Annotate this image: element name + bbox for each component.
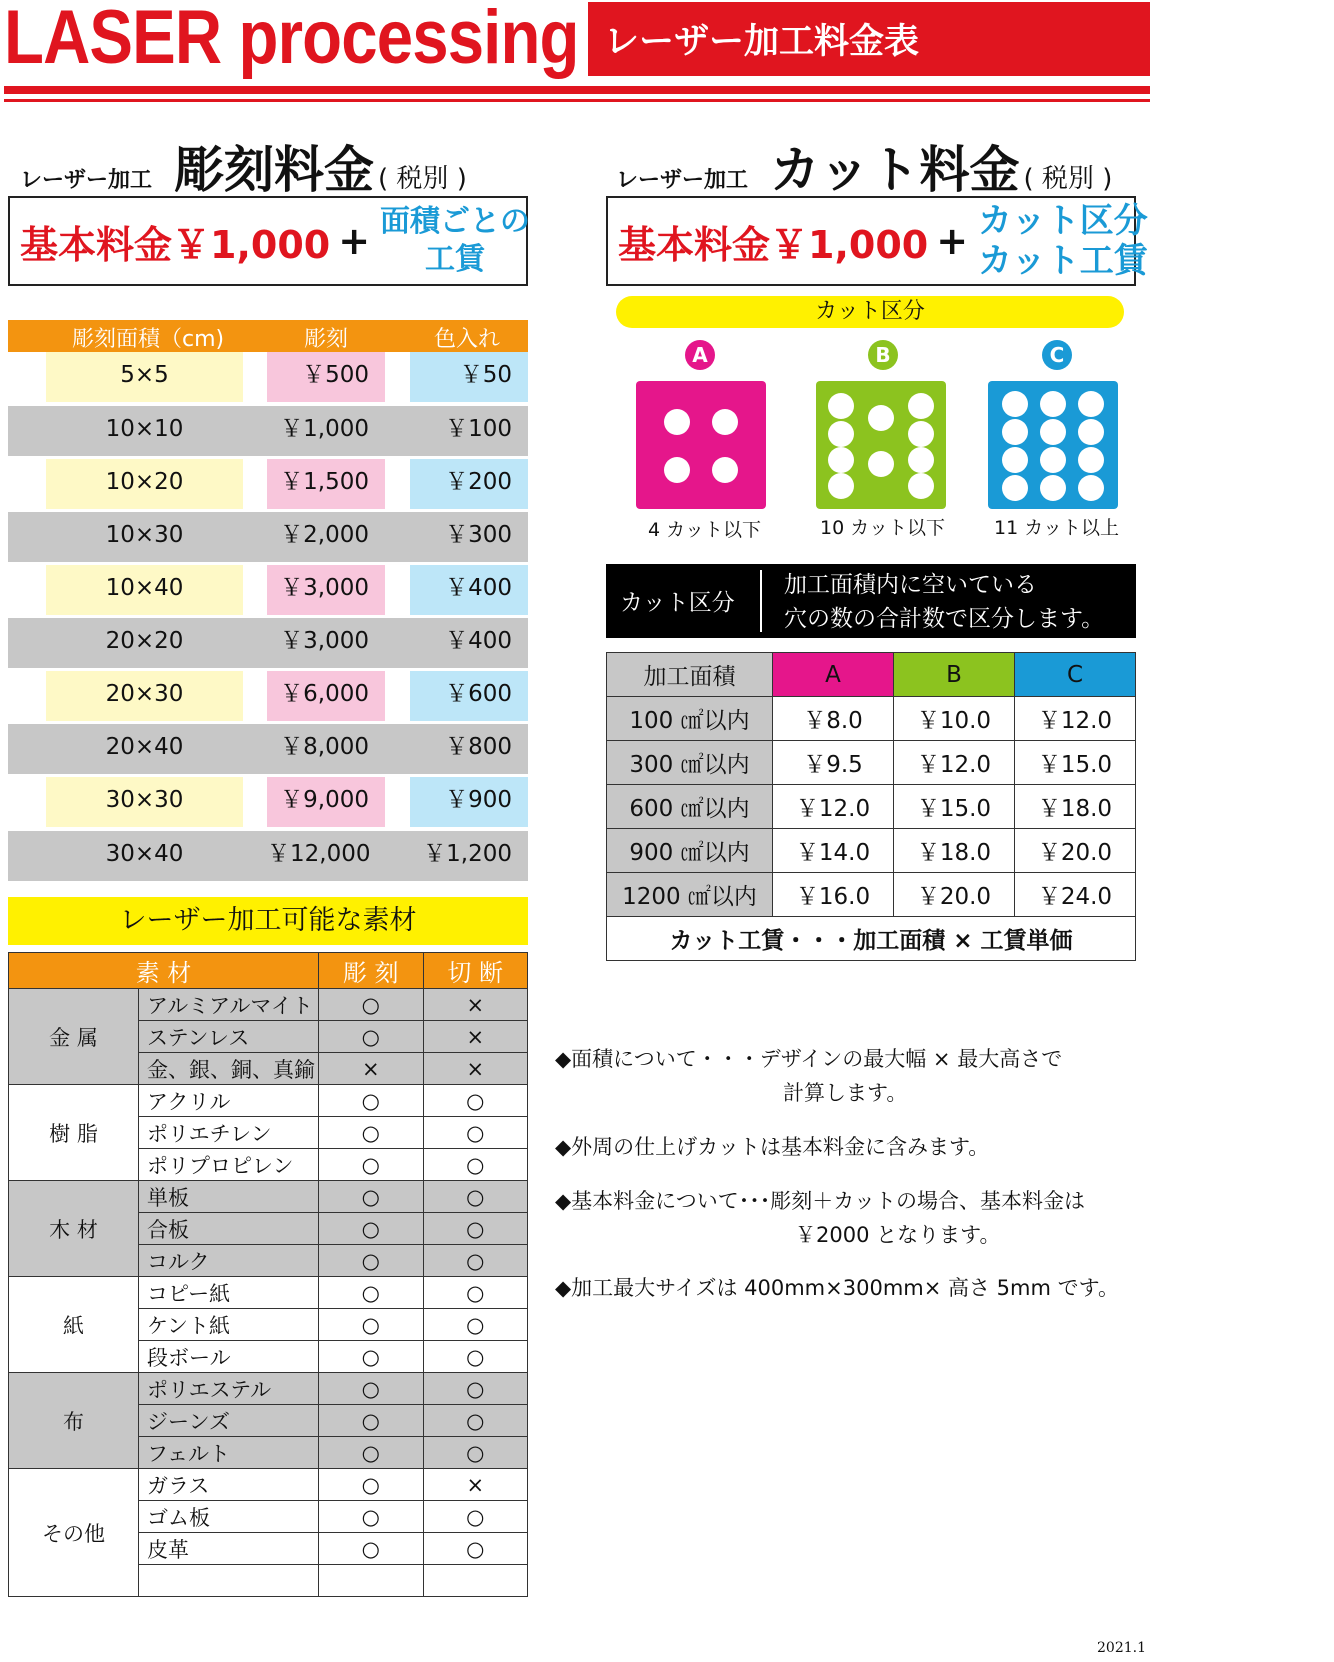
materials-col-cut: 切 断 — [423, 953, 528, 989]
cut-mark: × — [423, 989, 528, 1021]
engrave-mark: ○ — [319, 1085, 424, 1117]
division-b-badge: B — [868, 340, 898, 370]
engraving-price: ￥2,000 — [280, 522, 369, 548]
header-badge — [588, 2, 1334, 76]
engrave-mark: ○ — [319, 1181, 424, 1213]
engraving-price: ￥6,000 — [267, 671, 385, 721]
engraving-price: ￥3,000 — [267, 565, 385, 615]
engrave-mark: ○ — [319, 1373, 424, 1405]
cut-title: カット料金 — [770, 141, 1020, 199]
table-row — [8, 352, 528, 402]
engraving-price: ￥500 — [267, 352, 385, 402]
cut-mark: ○ — [423, 1085, 528, 1117]
cut-price-c: ￥20.0 — [1014, 829, 1135, 873]
header-rule-thick — [4, 86, 1150, 94]
color-price: ￥400 — [445, 628, 512, 654]
material-name: ポリプロピレン — [139, 1149, 319, 1181]
engraving-area: 10×30 — [105, 522, 184, 548]
engraving-base-fee-box — [8, 196, 531, 286]
cut-base-fee: 基本料金￥1,000 — [618, 222, 929, 267]
note-base-fee-line2: ￥2000 となります。 — [795, 1223, 1001, 1247]
table-row — [8, 724, 528, 774]
material-name: ステンレス — [139, 1021, 319, 1053]
cut-area: 300 ㎠以内 — [607, 741, 773, 785]
cut-mark: ○ — [423, 1533, 528, 1565]
engraving-extra-line1: 面積ごとの — [380, 204, 531, 239]
engraving-extra — [380, 203, 530, 279]
definition-label: カット区分 — [620, 590, 735, 616]
table-row — [607, 741, 1136, 785]
cut-division-title: カット区分 — [616, 296, 1124, 328]
engrave-mark: ○ — [319, 1405, 424, 1437]
engraving-section-title — [20, 130, 467, 202]
note-outline-cut — [555, 1131, 989, 1161]
definition-text — [784, 568, 1104, 636]
cut-price-b: ￥10.0 — [893, 697, 1014, 741]
cut-area: 100 ㎠以内 — [607, 697, 773, 741]
table-row — [8, 565, 528, 615]
cut-mark: ○ — [423, 1181, 528, 1213]
division-a-badge: A — [685, 340, 715, 370]
engraving-col-area: 彫刻面積（cm) — [72, 327, 225, 352]
header-badge-note: ( 素材・ジグ別途 ) — [1149, 28, 1334, 54]
materials-col-engrave: 彫 刻 — [319, 953, 424, 989]
material-name: ポリエステル — [139, 1373, 319, 1405]
cut-area: 900 ㎠以内 — [607, 829, 773, 873]
engraving-area: 20×40 — [105, 734, 184, 760]
cut-table-footer-row — [607, 917, 1136, 961]
engraving-price: ￥1,500 — [267, 459, 385, 509]
note-max-size-line1: ◆加工最大サイズは 400mm×300mm× 高さ 5mm です。 — [555, 1276, 1119, 1300]
table-row — [9, 1469, 528, 1501]
note-base-fee — [555, 1185, 1085, 1249]
material-name: 皮革 — [139, 1533, 319, 1565]
engraving-base-fee: 基本料金￥1,000 — [20, 222, 331, 267]
materials-title: レーザー加工可能な素材 — [8, 897, 528, 945]
cut-col-a: A — [773, 653, 894, 697]
engraving-price: ￥3,000 — [280, 628, 369, 654]
color-price: ￥900 — [410, 777, 528, 827]
division-c-caption: 11 カット以上 — [994, 517, 1120, 539]
cut-mark: ○ — [423, 1117, 528, 1149]
cut-price-a: ￥16.0 — [773, 873, 894, 917]
note-outline-cut-line1: ◆外周の仕上げカットは基本料金に含みます。 — [555, 1135, 990, 1159]
cut-mark: ○ — [423, 1213, 528, 1245]
engrave-mark: ○ — [319, 1149, 424, 1181]
table-row — [9, 1373, 528, 1405]
color-price: ￥400 — [410, 565, 528, 615]
cut-price-c: ￥18.0 — [1014, 785, 1135, 829]
cut-mark: × — [423, 1469, 528, 1501]
material-category: その他 — [9, 1469, 139, 1597]
material-category: 金 属 — [9, 989, 139, 1085]
table-row — [9, 1277, 528, 1309]
cut-price-a: ￥12.0 — [773, 785, 894, 829]
cut-mark: ○ — [423, 1373, 528, 1405]
engraving-price: ￥12,000 — [267, 841, 371, 867]
engrave-mark: ○ — [319, 1245, 424, 1277]
cut-mark: ○ — [423, 1277, 528, 1309]
cut-table-header — [607, 653, 1136, 697]
materials-col-material: 素 材 — [9, 953, 319, 989]
engraving-area: 20×20 — [105, 628, 184, 654]
division-a-caption: 4 カット以下 — [648, 519, 761, 541]
engraving-price: ￥9,000 — [267, 777, 385, 827]
cut-price-b: ￥12.0 — [893, 741, 1014, 785]
cut-tax: ( 税別 ) — [1023, 164, 1113, 194]
material-category: 紙 — [9, 1277, 139, 1373]
material-name: コルク — [139, 1245, 319, 1277]
table-row — [8, 777, 528, 827]
cut-mark: × — [423, 1053, 528, 1085]
note-area-line2: 計算します。 — [783, 1081, 908, 1105]
cut-table-footer: カット工賃・・・加工面積 × 工賃単価 — [607, 917, 1136, 961]
engrave-mark: ○ — [319, 1341, 424, 1373]
note-max-size — [555, 1272, 1119, 1302]
cut-extra-line2: カット工賃 — [978, 241, 1148, 281]
color-price: ￥300 — [445, 522, 512, 548]
material-name: ケント紙 — [139, 1309, 319, 1341]
cut-extra-line1: カット区分 — [978, 201, 1148, 241]
cut-mark: ○ — [423, 1341, 528, 1373]
material-name: 単板 — [139, 1181, 319, 1213]
material-category: 木 材 — [9, 1181, 139, 1277]
engrave-mark: ○ — [319, 1213, 424, 1245]
engraving-table-header — [8, 320, 528, 352]
cut-area: 600 ㎠以内 — [607, 785, 773, 829]
cut-mark: ○ — [423, 1309, 528, 1341]
engraving-tax: ( 税別 ) — [378, 164, 467, 194]
material-category: 樹 脂 — [9, 1085, 139, 1181]
engraving-title: 彫刻料金 — [174, 141, 375, 199]
engrave-mark: ○ — [319, 1501, 424, 1533]
table-row — [8, 831, 528, 881]
cut-mark: ○ — [423, 1245, 528, 1277]
material-name: ポリエチレン — [139, 1117, 319, 1149]
engraving-area: 10×20 — [46, 459, 243, 509]
material-name: アクリル — [139, 1085, 319, 1117]
cut-price-c: ￥15.0 — [1014, 741, 1135, 785]
material-name — [139, 1565, 319, 1597]
material-name: フェルト — [139, 1437, 319, 1469]
material-name: ジーンズ — [139, 1405, 319, 1437]
table-row — [8, 671, 528, 721]
engrave-mark: ○ — [319, 1309, 424, 1341]
materials-header-row — [9, 953, 528, 989]
color-price: ￥1,200 — [423, 841, 512, 867]
engraving-col-engrave: 彫刻 — [304, 327, 349, 352]
note-area-line1: ◆面積について・・・デザインの最大幅 × 最大高さで — [555, 1047, 1063, 1071]
table-row — [607, 873, 1136, 917]
engraving-price: ￥1,000 — [280, 416, 369, 442]
header-rule-thin — [4, 99, 1150, 102]
cut-price-table — [606, 652, 1136, 961]
division-a-icon — [636, 381, 766, 509]
table-row — [607, 697, 1136, 741]
color-price: ￥800 — [445, 734, 512, 760]
table-row — [8, 618, 528, 668]
cut-mark — [423, 1565, 528, 1597]
issue-date: 2021.1 — [1097, 1640, 1146, 1656]
material-name: アルミアルマイト — [139, 989, 319, 1021]
table-row — [9, 1085, 528, 1117]
table-row — [9, 1181, 528, 1213]
engraving-area: 20×30 — [46, 671, 243, 721]
definition-divider — [760, 570, 762, 632]
cut-price-a: ￥9.5 — [773, 741, 894, 785]
table-row — [9, 989, 528, 1021]
engrave-mark: ○ — [319, 989, 424, 1021]
division-b-caption: 10 カット以下 — [820, 517, 946, 539]
material-name: 金、銀、銅、真鍮 — [139, 1053, 319, 1085]
color-price: ￥100 — [445, 416, 512, 442]
engraving-col-color: 色入れ — [434, 327, 501, 352]
cut-plus: + — [936, 219, 969, 263]
cut-col-b: B — [893, 653, 1014, 697]
cut-mark: ○ — [423, 1437, 528, 1469]
page-title: LASER processing — [4, 0, 579, 80]
cut-price-a: ￥14.0 — [773, 829, 894, 873]
cut-mark: ○ — [423, 1501, 528, 1533]
cut-col-c: C — [1014, 653, 1135, 697]
table-row — [607, 785, 1136, 829]
cut-mark: ○ — [423, 1405, 528, 1437]
color-price: ￥200 — [410, 459, 528, 509]
definition-line1: 加工面積内に空いている — [784, 572, 1037, 598]
material-name: ゴム板 — [139, 1501, 319, 1533]
color-price: ￥50 — [410, 352, 528, 402]
engraving-area: 5×5 — [46, 352, 243, 402]
table-row — [8, 459, 528, 509]
cut-division-definition — [606, 564, 1136, 638]
engrave-mark — [319, 1565, 424, 1597]
engrave-mark: ○ — [319, 1469, 424, 1501]
engrave-mark: × — [319, 1053, 424, 1085]
engraving-price: ￥8,000 — [280, 734, 369, 760]
cut-price-b: ￥18.0 — [893, 829, 1014, 873]
cut-mark: × — [423, 1021, 528, 1053]
material-name: 合板 — [139, 1213, 319, 1245]
engraving-prefix: レーザー加工 — [20, 168, 153, 193]
engrave-mark: ○ — [319, 1533, 424, 1565]
color-price: ￥600 — [410, 671, 528, 721]
cut-col-area: 加工面積 — [607, 653, 773, 697]
cut-price-c: ￥24.0 — [1014, 873, 1135, 917]
cut-price-c: ￥12.0 — [1014, 697, 1135, 741]
cut-section-title — [616, 130, 1112, 202]
table-row — [8, 512, 528, 562]
engraving-area: 10×10 — [105, 416, 184, 442]
materials-table — [8, 952, 528, 1597]
note-area — [555, 1043, 1062, 1107]
engrave-mark: ○ — [319, 1277, 424, 1309]
engraving-extra-line2: 工賃 — [425, 242, 486, 277]
cut-extra — [978, 201, 1148, 281]
table-row — [8, 406, 528, 456]
header-badge-title: レーザー加工料金表 — [604, 22, 920, 62]
cut-base-fee-box — [606, 196, 1148, 286]
table-row — [607, 829, 1136, 873]
cut-price-b: ￥20.0 — [893, 873, 1014, 917]
definition-line2: 穴の数の合計数で区分します。 — [784, 606, 1105, 632]
cut-prefix: レーザー加工 — [616, 168, 749, 193]
engraving-area: 30×30 — [46, 777, 243, 827]
cut-price-a: ￥8.0 — [773, 697, 894, 741]
division-c-icon — [988, 381, 1118, 509]
engrave-mark: ○ — [319, 1437, 424, 1469]
material-name: 段ボール — [139, 1341, 319, 1373]
material-category: 布 — [9, 1373, 139, 1469]
cut-price-b: ￥15.0 — [893, 785, 1014, 829]
engrave-mark: ○ — [319, 1021, 424, 1053]
material-name: ガラス — [139, 1469, 319, 1501]
engrave-mark: ○ — [319, 1117, 424, 1149]
engraving-area: 30×40 — [105, 841, 184, 867]
cut-mark: ○ — [423, 1149, 528, 1181]
material-name: コピー紙 — [139, 1277, 319, 1309]
engraving-plus: + — [338, 219, 371, 263]
engraving-area: 10×40 — [46, 565, 243, 615]
cut-area: 1200 ㎠以内 — [607, 873, 773, 917]
note-base-fee-line1: ◆基本料金について･･･彫刻＋カットの場合、基本料金は — [555, 1189, 1086, 1213]
division-b-icon — [816, 381, 946, 509]
division-c-badge: C — [1042, 340, 1072, 370]
